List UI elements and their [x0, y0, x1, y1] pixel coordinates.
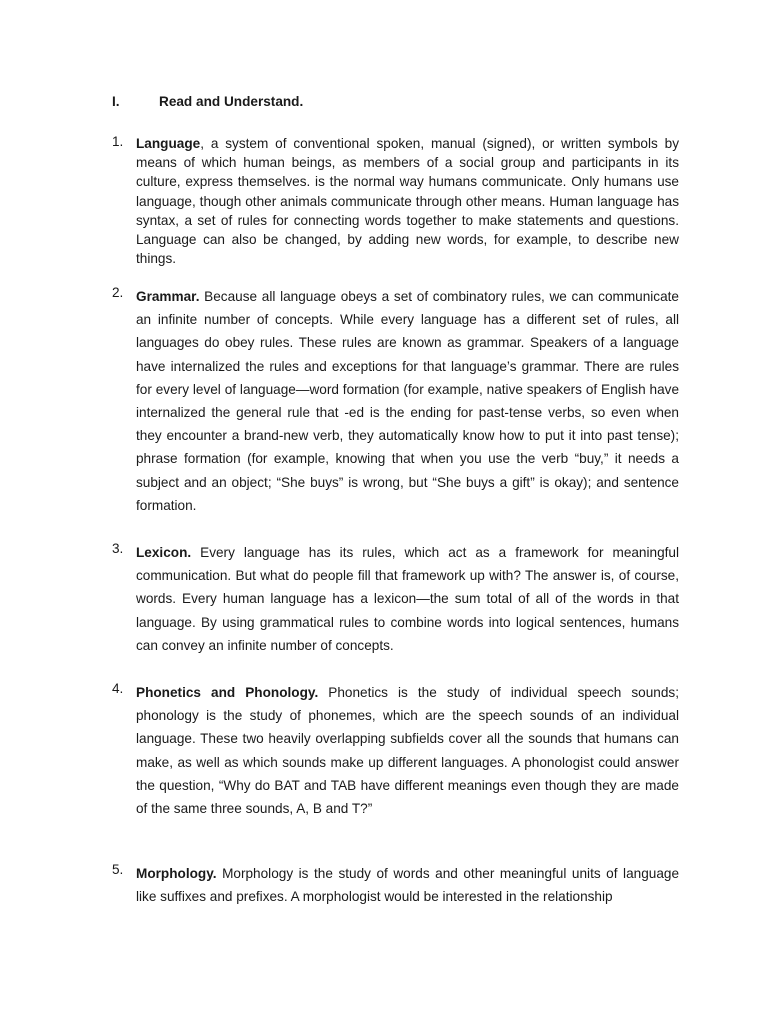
list-item-language — [112, 134, 679, 268]
list-item-body: Morphology is the study of words and other meaningful units of language like suffixes and prefixes. A morphologist would be interested in the relationship — [136, 866, 679, 905]
list-item-text — [136, 134, 679, 268]
list-item-body: , a system of conventional spoken, manual (signed), or written symbols by means of which human beings, as members of a social group and participants in its culture, express themselves. is the normal way humans communicate. Only humans use language, though other animals communicate through other means. Human language has syntax, a set of rules for connecting words together to make statements and questions. Language can also be changed, by adding new words, for example, to describe new things. — [136, 136, 679, 267]
list-item-term: Phonetics and Phonology. — [136, 685, 319, 700]
list-item-body: Because all language obeys a set of combinatory rules, we can communicate an infinite number of concepts. While every language has a different set of rules, all languages do obey rules. These rules are known as grammar. Speakers of a language have internalized the rules and exceptions for that language’s grammar. There are rules for every level of language—word formation (for example, native speakers of English have internalized the general rule that -ed is the ending for past-tense verbs, so even when they encounter a brand-new verb, they automatically know how to put it into past tense); phrase formation (for example, knowing that when you use the verb “buy,” it needs a subject and an object; “She buys” is wrong, but “She buys a gift” is okay); and sentence formation. — [136, 289, 679, 513]
list-item-morphology — [112, 862, 679, 908]
list-item-body: Every language has its rules, which act as a framework for meaningful communication. But what do people fill that framework up with? The answer is, of course, words. Every human language has a lexicon—the sum total of all of the words in that language. By using grammatical rules to combine words into logical sentences, humans can convey an infinite number of concepts. — [136, 545, 679, 653]
list-item-number: 5. — [112, 862, 124, 877]
section-heading — [112, 93, 303, 111]
list-item-text — [136, 541, 679, 657]
list-item-term: Grammar. — [136, 289, 200, 304]
list-item-number: 4. — [112, 681, 124, 696]
list-item-number: 1. — [112, 134, 124, 149]
list-item-text — [136, 285, 679, 517]
list-item-phonetics-phonology — [112, 681, 679, 820]
list-item-grammar — [112, 285, 679, 517]
list-item-lexicon — [112, 541, 679, 657]
list-item-number: 3. — [112, 541, 124, 556]
list-item-text — [136, 862, 679, 908]
section-title: Read and Understand. — [159, 94, 304, 109]
list-item-text — [136, 681, 679, 820]
list-item-term: Lexicon. — [136, 545, 192, 560]
list-item-body: Phonetics is the study of individual speech sounds; phonology is the study of phonemes, which are the speech sounds of an individual language. These two heavily overlapping subfields cover all the sounds that humans can make, as well as which sounds make up different languages. A phonologist could answer the question, “Why do BAT and TAB have different meanings even though they are made of the same three sounds, A, B and T?” — [136, 685, 679, 817]
list-item-term: Morphology. — [136, 866, 217, 881]
list-item-number: 2. — [112, 285, 124, 300]
list-item-term: Language — [136, 136, 201, 151]
section-number: I. — [112, 94, 120, 109]
